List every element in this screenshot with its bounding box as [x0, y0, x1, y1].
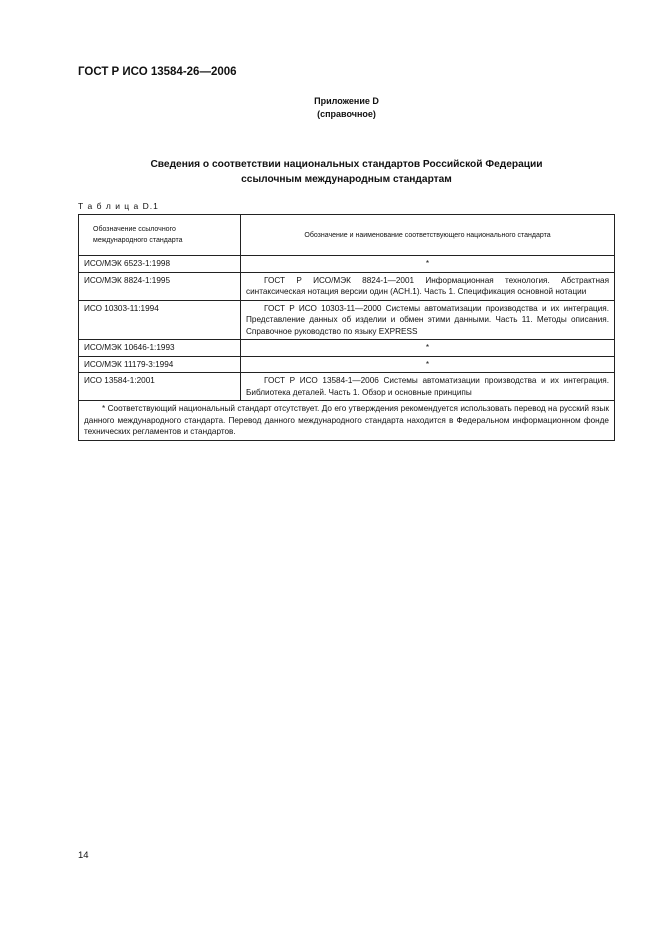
- table-row: [79, 340, 615, 357]
- table-footnote: * Соответствующий национальный стандарт отсутствует. До его утверждения рекомендуется использовать перевод на русский язык данного международного стандарта. Перевод данного международного стандарта находится в Федеральном информационном фонде технических регламентов и стандартов.: [79, 401, 615, 441]
- table-header-row: [79, 215, 615, 256]
- table-row: [79, 373, 615, 401]
- table-row: [79, 356, 615, 373]
- national-standard-cell: *: [241, 356, 615, 373]
- national-standard-cell: ГОСТ Р ИСО/МЭК 8824-1—2001 Информационная технология. Абстрактная синтаксическая нотация версии один (АСН.1). Часть 1. Спецификация основной нотации: [241, 272, 615, 300]
- page-number: 14: [78, 850, 89, 861]
- table-row: [79, 256, 615, 273]
- intl-standard-cell: ИСО/МЭК 6523-1:1998: [79, 256, 241, 273]
- header-international-standard: Обозначение ссылочного международного стандарта: [79, 215, 241, 256]
- table-row: [79, 272, 615, 300]
- intl-standard-cell: ИСО/МЭК 10646-1:1993: [79, 340, 241, 357]
- national-standard-cell: ГОСТ Р ИСО 10303-11—2000 Системы автоматизации производства и их интеграция. Представление данных об изделии и обмен этими данными. Часть 11. Методы описания. Справочное руководство по языку EXPRESS: [241, 300, 615, 340]
- table-label: Т а б л и ц а D.1: [78, 201, 159, 211]
- standards-correspondence-table: [78, 214, 615, 441]
- table-row: [79, 300, 615, 340]
- annex-type: (справочное): [317, 109, 376, 119]
- annex-label: Приложение D: [314, 96, 379, 106]
- national-standard-cell: *: [241, 340, 615, 357]
- national-standard-cell: ГОСТ Р ИСО 13584-1—2006 Системы автоматизации производства и их интеграция. Библиотека деталей. Часть 1. Обзор и основные принципы: [241, 373, 615, 401]
- header-national-standard: Обозначение и наименование соответствующего национального стандарта: [241, 215, 615, 256]
- intl-standard-cell: ИСО/МЭК 11179-3:1994: [79, 356, 241, 373]
- section-title: [78, 157, 615, 187]
- section-title-line-1: Сведения о соответствии национальных стандартов Российской Федерации: [150, 159, 543, 170]
- section-title-line-2: ссылочным международным стандартам: [241, 174, 452, 185]
- annex-heading: [78, 95, 615, 121]
- document-id: ГОСТ Р ИСО 13584-26—2006: [78, 66, 237, 78]
- intl-standard-cell: ИСО 13584-1:2001: [79, 373, 241, 401]
- intl-standard-cell: ИСО/МЭК 8824-1:1995: [79, 272, 241, 300]
- national-standard-cell: *: [241, 256, 615, 273]
- intl-standard-cell: ИСО 10303-11:1994: [79, 300, 241, 340]
- table-footnote-row: [79, 401, 615, 441]
